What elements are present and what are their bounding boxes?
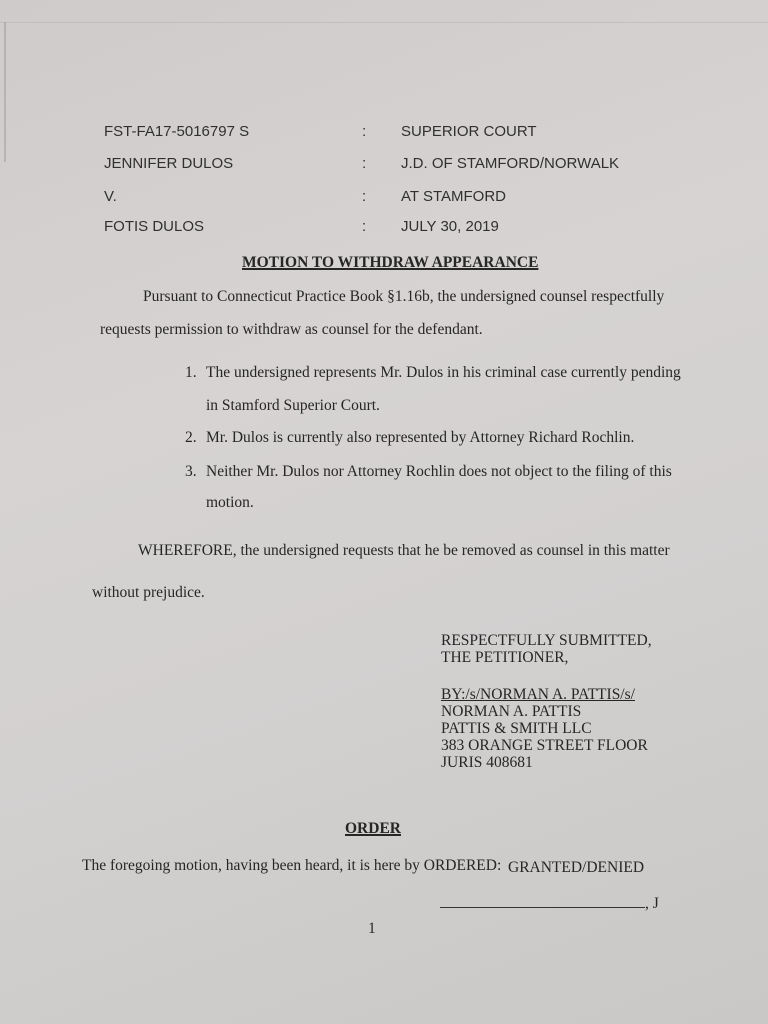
document-title: MOTION TO WITHDRAW APPEARANCE bbox=[242, 254, 539, 271]
order-heading: ORDER bbox=[345, 820, 401, 837]
closing-line-2: THE PETITIONER, bbox=[441, 649, 569, 666]
list-number: 2. bbox=[185, 429, 197, 446]
judge-suffix: , J bbox=[645, 895, 659, 912]
juris-number: JURIS 408681 bbox=[441, 754, 533, 771]
filing-date: JULY 30, 2019 bbox=[401, 218, 499, 235]
list-item-line: in Stamford Superior Court. bbox=[206, 397, 380, 414]
list-item-line: The undersigned represents Mr. Dulos in his criminal case currently pending bbox=[206, 364, 681, 381]
electronic-signature: BY:/s/NORMAN A. PATTIS/s/ bbox=[441, 686, 635, 703]
judge-signature-line bbox=[440, 907, 645, 908]
list-item-line: Mr. Dulos is currently also represented by Attorney Richard Rochlin. bbox=[206, 429, 635, 446]
caption-colon: : bbox=[362, 123, 367, 140]
court-location: AT STAMFORD bbox=[401, 188, 506, 205]
court-name: SUPERIOR COURT bbox=[401, 123, 537, 140]
intro-paragraph-line-2: requests permission to withdraw as counsel for the defendant. bbox=[100, 321, 483, 338]
list-item-line: motion. bbox=[206, 494, 254, 511]
plaintiff-name: JENNIFER DULOS bbox=[104, 155, 234, 172]
paper-left-edge bbox=[4, 22, 6, 162]
attorney-name: NORMAN A. PATTIS bbox=[441, 703, 582, 720]
paper-fold-edge bbox=[0, 22, 768, 23]
firm-address: 383 ORANGE STREET FLOOR bbox=[441, 737, 648, 754]
order-options: GRANTED/DENIED bbox=[508, 859, 645, 876]
wherefore-line-1: WHEREFORE, the undersigned requests that he be removed as counsel in this matter bbox=[138, 542, 670, 559]
closing-line-1: RESPECTFULLY SUBMITTED, bbox=[441, 632, 652, 649]
caption-colon: : bbox=[362, 155, 367, 172]
intro-paragraph-line-1: Pursuant to Connecticut Practice Book §1.16b, the undersigned counsel respectfully bbox=[143, 288, 665, 305]
law-firm: PATTIS & SMITH LLC bbox=[441, 720, 592, 737]
order-text: The foregoing motion, having been heard, it is here by ORDERED: bbox=[82, 857, 502, 874]
wherefore-line-2: without prejudice. bbox=[92, 584, 205, 601]
caption-colon: : bbox=[362, 218, 367, 235]
judicial-district: J.D. OF STAMFORD/NORWALK bbox=[401, 155, 620, 172]
list-item-line: Neither Mr. Dulos nor Attorney Rochlin does not object to the filing of this bbox=[206, 463, 672, 480]
docket-number: FST-FA17-5016797 S bbox=[104, 123, 250, 140]
list-number: 1. bbox=[185, 364, 197, 381]
page-number: 1 bbox=[368, 920, 376, 937]
list-number: 3. bbox=[185, 463, 197, 480]
versus-label: V. bbox=[104, 188, 117, 205]
defendant-name: FOTIS DULOS bbox=[104, 218, 205, 235]
caption-colon: : bbox=[362, 188, 367, 205]
